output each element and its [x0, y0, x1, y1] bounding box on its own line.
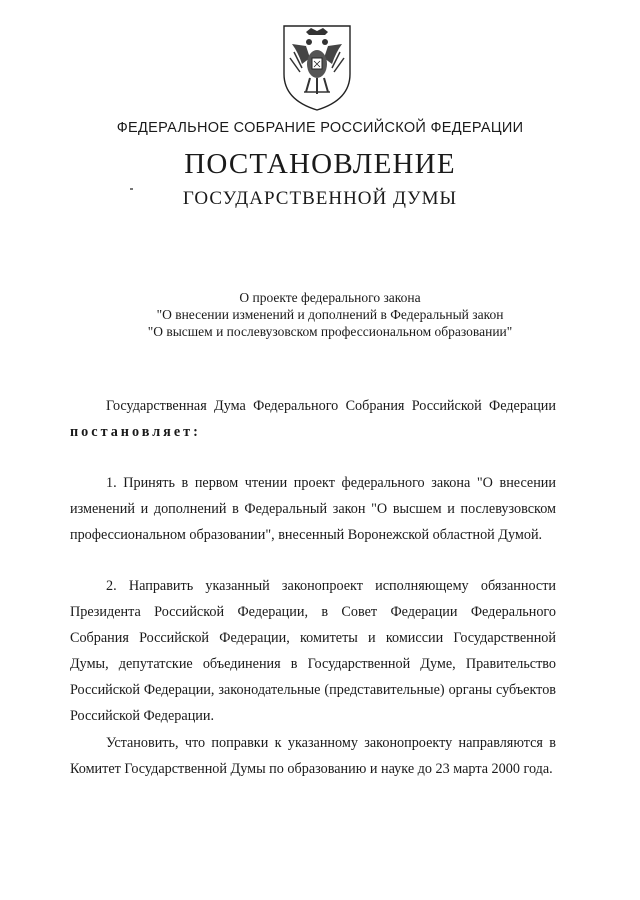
document-type-subtitle: ГОСУДАРСТВЕННОЙ ДУМЫ	[182, 188, 458, 209]
coat-of-arms-icon	[280, 22, 354, 112]
preamble-text: Государственная Дума Федерального Собрания Российской Федерации	[106, 398, 556, 414]
paragraph-2-text: 2. Направить указанный законопроект исполняющему обязанности Президента Российской Федерации, в Совет Федерации Федерального Собрания Российской Федерации, комитеты и комиссии Государственной Думы, депутатские объединения в Государственной Думе, Правительство Российской Федерации, законодательные (представительные) органы субъектов Российской Федерации.	[70, 578, 556, 724]
paragraph-1	[70, 470, 556, 548]
subject-line-3: "О высшем и послевузовском профессиональном образовании"	[147, 324, 513, 339]
preamble	[70, 393, 556, 445]
subject-line-1: О проекте федерального закона	[239, 290, 421, 305]
subject-line-2: "О внесении изменений и дополнений в Федеральный закон	[156, 307, 504, 322]
federal-assembly-heading: ФЕДЕРАЛЬНОЕ СОБРАНИЕ РОССИЙСКОЙ ФЕДЕРАЦИИ	[116, 120, 524, 136]
paragraph-3	[70, 730, 556, 782]
document-type-title: ПОСТАНОВЛЕНИЕ	[184, 148, 456, 180]
paragraph-3-text: Установить, что поправки к указанному законопроекту направляются в Комитет Государственной Думы по образованию и науке до 23 марта 2000 года.	[70, 735, 556, 777]
paragraph-2	[70, 573, 556, 729]
decree-word: постановляет:	[70, 424, 201, 440]
paragraph-1-text: 1. Принять в первом чтении проект федерального закона "О внесении изменений и дополнений в Федеральный закон "О высшем и послевузовском профессиональном образовании", внесенный Воронежской областной Думой.	[70, 475, 556, 543]
resolution-subject	[60, 289, 600, 340]
preamble-paragraph	[70, 393, 556, 445]
